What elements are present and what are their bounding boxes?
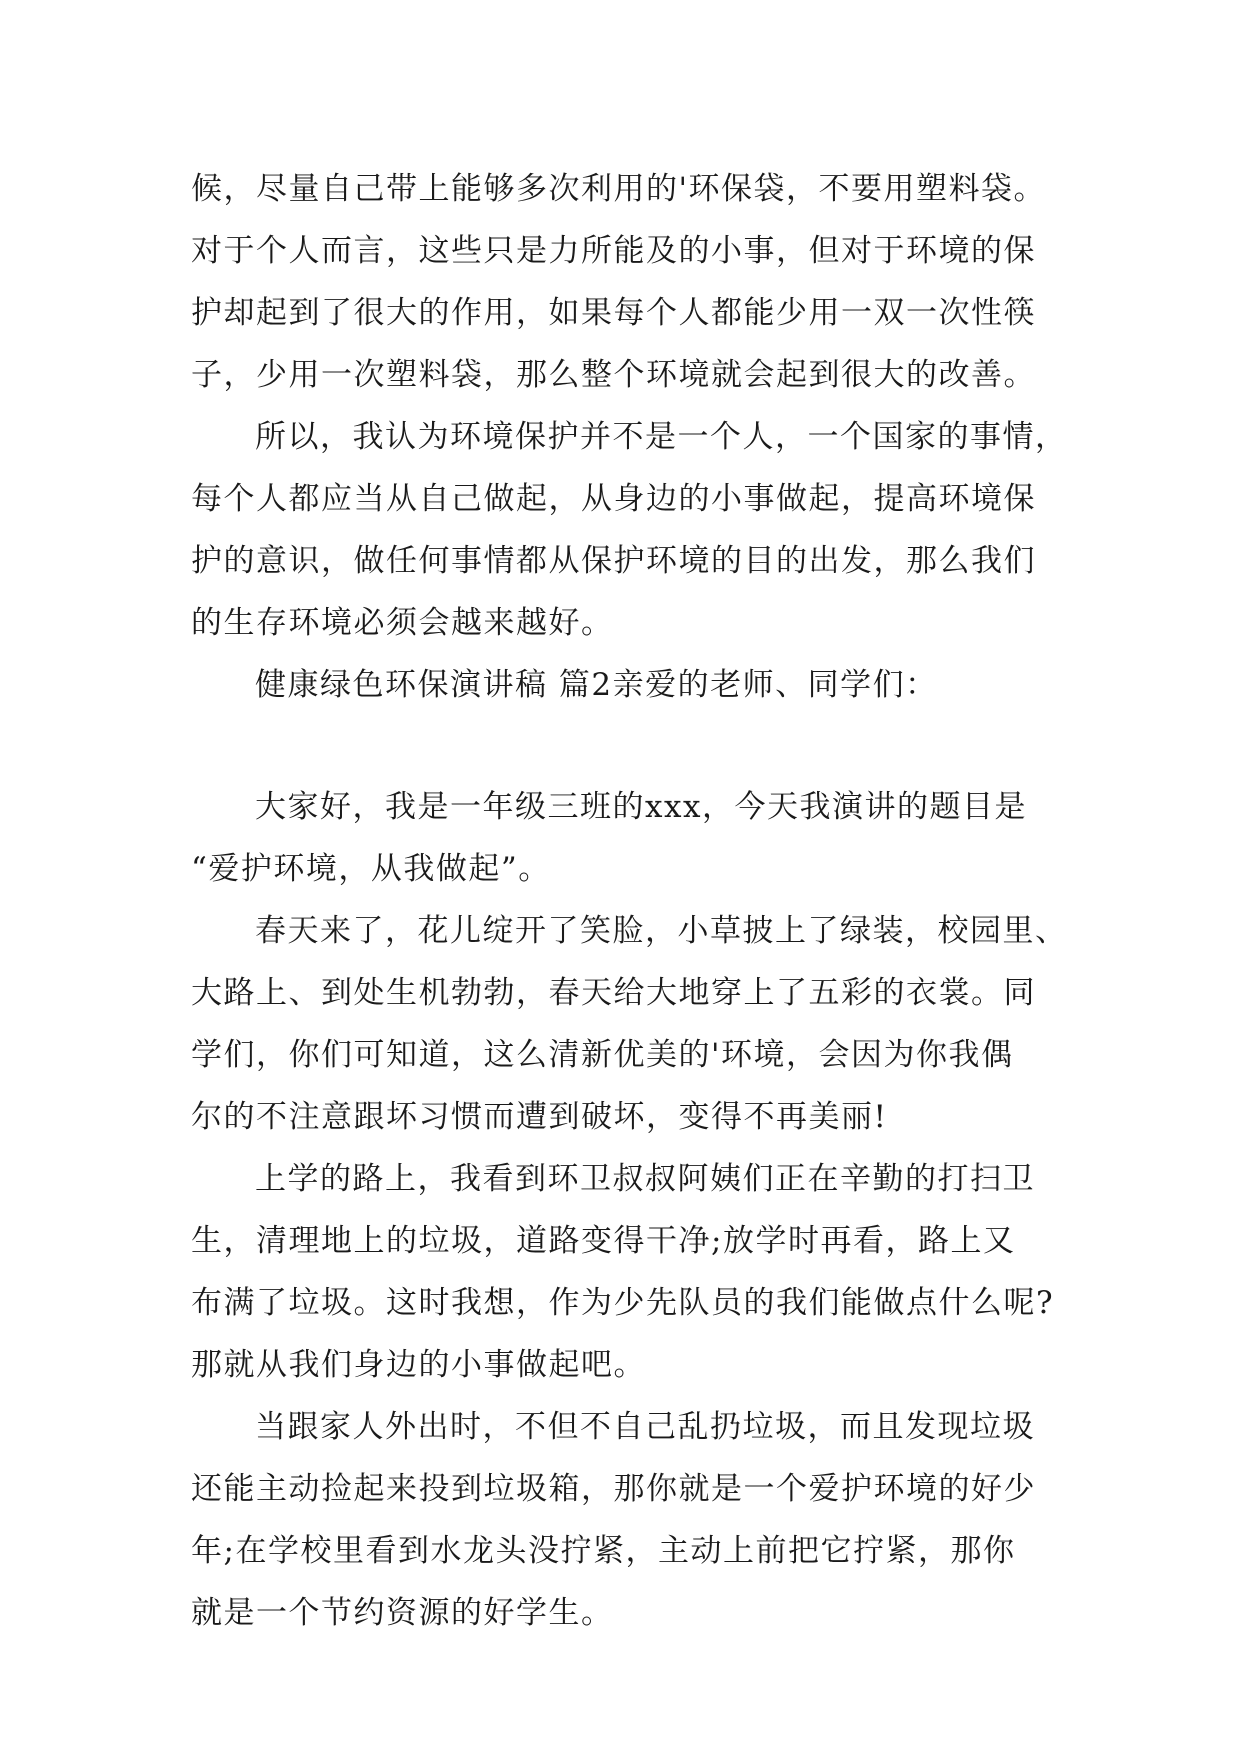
text-line: 当跟家人外出时，不但不自己乱扔垃圾，而且发现垃圾 <box>255 1409 1035 1445</box>
text-line: 对于个人而言，这些只是力所能及的小事，但对于环境的保 <box>191 233 1036 269</box>
text-line: 上学的路上，我看到环卫叔叔阿姨们正在辛勤的打扫卫 <box>255 1161 1035 1197</box>
text-line: 生，清理地上的垃圾，道路变得干净;放学时再看，路上又 <box>191 1223 1016 1259</box>
text-line: 所以，我认为环境保护并不是一个人，一个国家的事情， <box>255 419 1068 455</box>
text-line: 就是一个节约资源的好学生。 <box>191 1595 614 1631</box>
text-line: 那就从我们身边的小事做起吧。 <box>191 1347 646 1383</box>
text-line: 还能主动捡起来投到垃圾箱，那你就是一个爱护环境的好少 <box>191 1471 1036 1507</box>
text-line: 每个人都应当从自己做起，从身边的小事做起，提高环境保 <box>191 481 1036 517</box>
text-line: 子，少用一次塑料袋，那么整个环境就会起到很大的改善。 <box>191 357 1036 393</box>
text-line: 学们，你们可知道，这么清新优美的'环境，会因为你我偶 <box>191 1037 1014 1073</box>
text-line: 护的意识，做任何事情都从保护环境的目的出发，那么我们 <box>191 543 1036 579</box>
text-line: 春天来了，花儿绽开了笑脸，小草披上了绿装，校园里、 <box>255 913 1068 949</box>
text-line: 年;在学校里看到水龙头没拧紧，主动上前把它拧紧，那你 <box>191 1533 1016 1569</box>
text-line: 大路上、到处生机勃勃，春天给大地穿上了五彩的衣裳。同 <box>191 975 1036 1011</box>
text-line: 大家好，我是一年级三班的xxx，今天我演讲的题目是 <box>255 789 1027 825</box>
document-body <box>191 158 1071 1644</box>
text-line: 的生存环境必须会越来越好。 <box>191 605 614 641</box>
text-line: “爱护环境，从我做起”。 <box>191 851 551 887</box>
text-line: 尔的不注意跟坏习惯而遭到破坏，变得不再美丽! <box>191 1099 888 1135</box>
section-heading: 健康绿色环保演讲稿 篇2亲爱的老师、同学们： <box>255 667 938 703</box>
text-line: 候，尽量自己带上能够多次利用的'环保袋，不要用塑料袋。 <box>191 171 1047 207</box>
blank-gap <box>191 716 1071 776</box>
text-line: 护却起到了很大的作用，如果每个人都能少用一双一次性筷 <box>191 295 1036 331</box>
text-line: 布满了垃圾。这时我想，作为少先队员的我们能做点什么呢? <box>191 1285 1055 1321</box>
